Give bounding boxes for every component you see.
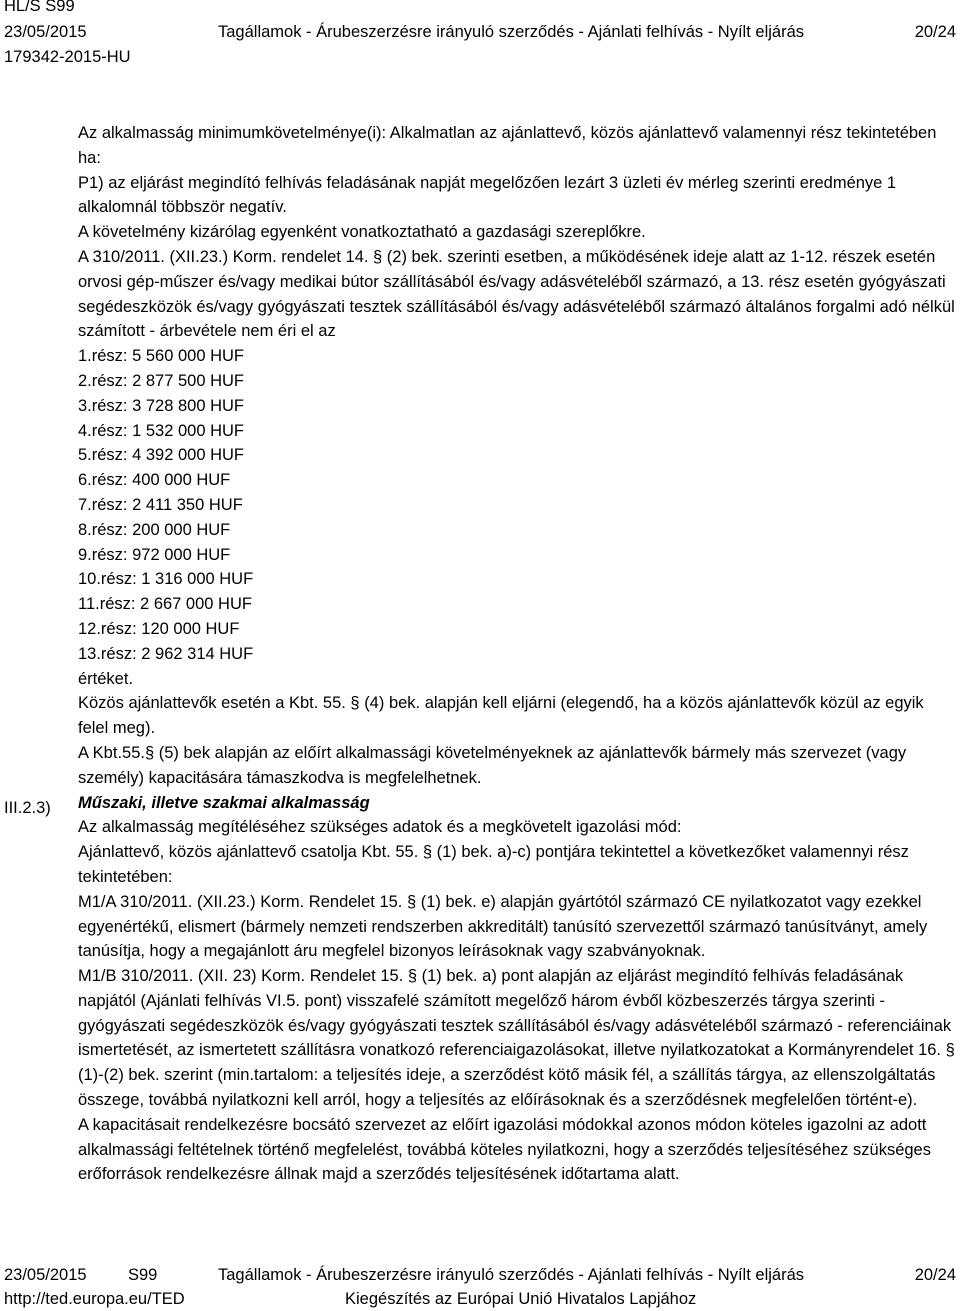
- part-item: 8.rész: 200 000 HUF: [78, 520, 231, 539]
- section-paragraph: Az alkalmasság megítéléséhez szükséges adatok és a megkövetelt igazolási mód:: [78, 818, 682, 837]
- value-suffix: értéket.: [78, 669, 134, 688]
- header-title: Tagállamok - Árubeszerzésre irányuló szerződés - Ajánlati felhívás - Nyílt eljárás: [218, 23, 804, 41]
- header-date: 23/05/2015: [4, 23, 87, 41]
- part-item: 2.rész: 2 877 500 HUF: [78, 371, 244, 390]
- section-title: Műszaki, illetve szakmai alkalmasság: [78, 793, 370, 812]
- p1-paragraph: P1) az eljárást megindító felhívás feladásának napját megelőzően lezárt 3 üzleti év mérleg szerinti eredménye 1 alkalomnál többször negatív.: [78, 173, 897, 217]
- joint-bidders-paragraph: Közös ajánlattevők esetén a Kbt. 55. § (4) bek. alapján kell eljárni (elegendő, ha a közös ajánlattevők közül az egyik felel meg).: [78, 694, 924, 738]
- footer-title: Tagállamok - Árubeszerzésre irányuló szerződés - Ajánlati felhívás - Nyílt eljárás: [218, 1266, 804, 1284]
- intro-paragraph: Az alkalmasság minimumkövetelménye(i): Alkalmatlan az ajánlattevő, közös ajánlattevő valamennyi rész tekintetében ha:: [78, 124, 937, 167]
- part-item: 6.rész: 400 000 HUF: [78, 471, 231, 490]
- part-item: 12.rész: 120 000 HUF: [78, 619, 240, 638]
- page-header: [4, 0, 956, 72]
- page-footer: [4, 1264, 956, 1311]
- part-item: 5.rész: 4 392 000 HUF: [78, 446, 244, 465]
- section-number: III.2.3): [4, 799, 51, 817]
- part-item: 7.rész: 2 411 350 HUF: [78, 495, 243, 514]
- part-item: 1.rész: 5 560 000 HUF: [78, 347, 244, 366]
- document-body: [78, 121, 958, 1187]
- revenue-paragraph: A 310/2011. (XII.23.) Korm. rendelet 14. § (2) bek. szerinti esetben, a működésének ideje alatt az 1-12. részek esetén orvosi gép-műszer és/vagy medikai bútor szállításából és/vagy adásvételéből származó, a 13. rész esetén gyógyászati segédeszközök és/vagy gyógyászati tesztek szállításából és/vagy adásvételéből származó általános forgalmi adó nélkül számított - árbevétele nem éri el az: [78, 247, 955, 341]
- section-paragraph: Ajánlattevő, közös ajánlattevő csatolja Kbt. 55. § (1) bek. a)-c) pontjára tekintettel a következőket valamennyi rész tekintetében:: [78, 843, 909, 886]
- capacity-proof-paragraph: A kapacitásait rendelkezésre bocsátó szervezet az előírt igazolási módokkal azonos módon köteles igazolni az adott alkalmassági feltételnek történő megfelelést, továbbá köteles nyilatkozni, hogy a szerződés teljesítéséhez szükséges erőforrások rendelkezésre állnak majd a szerződés teljesítésének időtartama alatt.: [78, 1115, 931, 1184]
- m1b-paragraph: M1/B 310/2011. (XII. 23) Korm. Rendelet 15. § (1) bek. a) pont alapján az eljárást megindító felhívás feladásának napjától (Ajánlati felhívás VI.5. pont) visszafelé számított megelőző három évből közbeszerzés tárgya szerinti - gyógyászati segédeszközök és/vagy gyógyászati tesztek szállításából és/vagy adásvételéből származó - referenciáinak ismertetését, az ismertetett szállításra vonatkozó referenciaigazolásokat, illetve nyilatkozatokat a Kormányrendelet 16. § (1)-(2) bek. szerint (min.tartalom: a teljesítés ideje, a szerződést kötő másik fél, a szállítás tárgya, az ellenszolgáltatás összege, továbbá nyilatkozni kell arról, hogy a teljesítés az előírásoknak és a szerződésnek megfelelően történt-e).: [78, 967, 955, 1110]
- header-page-number: 20/24: [914, 23, 956, 41]
- requirement-paragraph: A követelmény kizárólag egyenként vonatkoztatható a gazdasági szereplőkre.: [78, 223, 646, 242]
- part-item: 4.rész: 1 532 000 HUF: [78, 421, 244, 440]
- part-item: 13.rész: 2 962 314 HUF: [78, 644, 254, 663]
- part-item: 10.rész: 1 316 000 HUF: [78, 570, 254, 589]
- capacity-paragraph: A Kbt.55.§ (5) bek alapján az előírt alkalmassági követelményeknek az ajánlattevők bármely más szervezet (vagy személy) kapacitására támaszkodva is megfelelhetnek.: [78, 743, 907, 787]
- part-item: 11.rész: 2 667 000 HUF: [78, 595, 252, 614]
- footer-date: 23/05/2015: [4, 1266, 87, 1284]
- footer-url: http://ted.europa.eu/TED: [4, 1290, 185, 1308]
- footer-code: S99: [128, 1266, 158, 1284]
- journal-label: HL/S S99: [4, 0, 75, 15]
- header-reference: 179342-2015-HU: [4, 48, 131, 66]
- m1a-paragraph: M1/A 310/2011. (XII.23.) Korm. Rendelet 15. § (1) bek. e) alapján gyártótól származó CE nyilatkozatot vagy ezekkel egyenértékű, elismert (bármely nemzeti rendszerben akkreditált) tanúsító szervezettől származó tanúsítványt, amely tanúsítja, hogy a megajánlott áru megfelel bizonyos leírásoknak vagy szabványoknak.: [78, 892, 928, 961]
- part-item: 3.rész: 3 728 800 HUF: [78, 396, 244, 415]
- footer-page-number: 20/24: [914, 1266, 956, 1284]
- part-list: [78, 344, 958, 666]
- part-item: 9.rész: 972 000 HUF: [78, 545, 231, 564]
- footer-publisher: Kiegészítés az Európai Unió Hivatalos Lapjához: [345, 1290, 697, 1308]
